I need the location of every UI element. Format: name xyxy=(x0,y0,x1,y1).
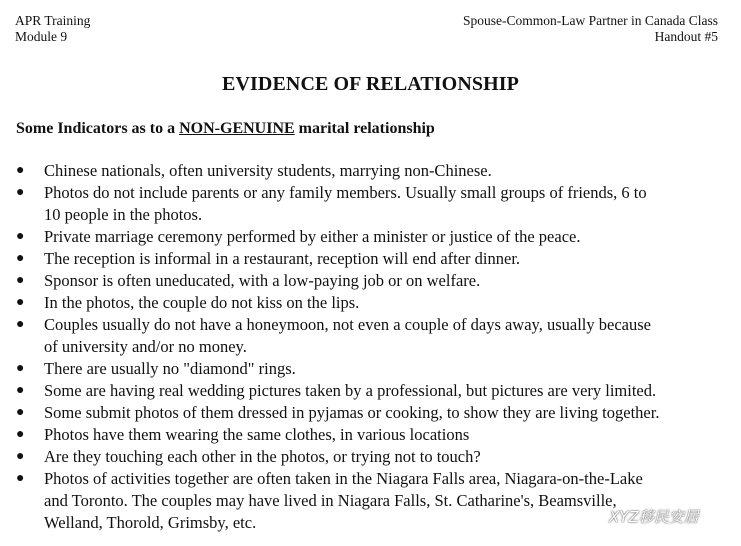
indicator-text: Private marriage ceremony performed by either a minister or justice of the peace. xyxy=(44,227,581,246)
indicator-text: Photos of activities together are often taken in the Niagara Falls area, Niagara-on-the-Lake xyxy=(44,469,643,488)
indicator-item xyxy=(0,270,741,292)
indicator-item xyxy=(0,446,741,468)
indicator-text: Some submit photos of them dressed in pyjamas or cooking, to show they are living together. xyxy=(44,403,660,422)
bullet-icon: ● xyxy=(16,427,25,442)
bullet-icon: ● xyxy=(16,317,25,332)
subtitle-suffix: marital relationship xyxy=(294,120,435,137)
indicator-text: Are they touching each other in the photos, or trying not to touch? xyxy=(44,447,481,466)
watermark-text: XYZ移民安居 xyxy=(609,507,699,526)
bullet-icon: ● xyxy=(16,405,25,420)
bullet-icon: ● xyxy=(16,185,25,200)
subtitle-underlined-term: NON-GENUINE xyxy=(179,120,295,137)
bullet-icon: ● xyxy=(16,471,25,486)
indicator-text: Couples usually do not have a honeymoon, not even a couple of days away, usually because xyxy=(44,315,651,334)
header-module: Module 9 xyxy=(15,29,68,44)
header-class-name: Spouse-Common-Law Partner in Canada Class xyxy=(463,13,718,28)
indicator-text: Sponsor is often uneducated, with a low-paying job or on welfare. xyxy=(44,271,481,290)
document-title: EVIDENCE OF RELATIONSHIP xyxy=(222,73,519,95)
indicator-item xyxy=(0,160,741,182)
header-left xyxy=(15,13,90,45)
indicator-item xyxy=(0,358,741,380)
header-right xyxy=(463,13,718,45)
indicator-item xyxy=(0,292,741,314)
indicator-item xyxy=(0,182,741,226)
indicator-item xyxy=(0,424,741,446)
indicator-text: Some are having real wedding pictures taken by a professional, but pictures are very limited. xyxy=(44,381,657,400)
indicator-text: In the photos, the couple do not kiss on the lips. xyxy=(44,293,360,312)
indicator-item xyxy=(0,314,741,358)
indicator-text: of university and/or no money. xyxy=(44,337,247,356)
indicator-list xyxy=(0,160,741,534)
indicator-item xyxy=(0,226,741,248)
bullet-icon: ● xyxy=(16,361,25,376)
bullet-icon: ● xyxy=(16,383,25,398)
indicator-item xyxy=(0,402,741,424)
indicator-item xyxy=(0,248,741,270)
indicator-text: There are usually no "diamond" rings. xyxy=(44,359,296,378)
bullet-icon: ● xyxy=(16,295,25,310)
section-subtitle xyxy=(16,119,435,139)
subtitle-prefix: Some Indicators as to a xyxy=(16,120,180,137)
indicator-text: and Toronto. The couples may have lived in Niagara Falls, St. Catharine's, Beamsville, xyxy=(44,491,617,510)
indicator-text: Chinese nationals, often university students, marrying non-Chinese. xyxy=(44,161,492,180)
indicator-item xyxy=(0,380,741,402)
chat-bubbles-icon xyxy=(582,506,604,526)
bullet-icon: ● xyxy=(16,163,25,178)
bullet-icon: ● xyxy=(16,273,25,288)
indicator-text: 10 people in the photos. xyxy=(44,205,203,224)
watermark xyxy=(582,503,699,529)
bullet-icon: ● xyxy=(16,251,25,266)
indicator-text: Photos do not include parents or any family members. Usually small groups of friends, 6 to xyxy=(44,183,647,202)
header-handout-number: Handout #5 xyxy=(654,29,718,44)
indicator-text: Photos have them wearing the same clothes, in various locations xyxy=(44,425,470,444)
header-course: APR Training xyxy=(15,13,91,28)
indicator-text: Welland, Thorold, Grimsby, etc. xyxy=(44,513,257,532)
bullet-icon: ● xyxy=(16,229,25,244)
indicator-text: The reception is informal in a restaurant, reception will end after dinner. xyxy=(44,249,521,268)
bullet-icon: ● xyxy=(16,449,25,464)
